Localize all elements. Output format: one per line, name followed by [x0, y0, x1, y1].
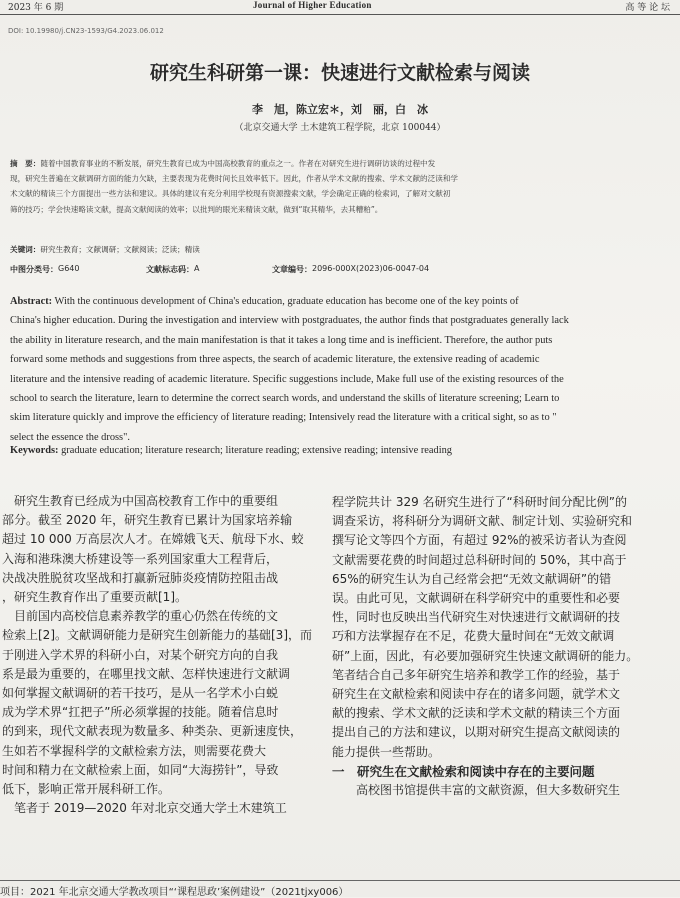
body-line: 入海和港珠澳大桥建设等一系列国家重大工程背后，	[2, 551, 279, 566]
en-keywords-label: Keywords:	[10, 445, 59, 456]
body-line: 部分。截至 2020 年，研究生教育已累计为国家培养输	[2, 513, 293, 528]
body-line: 时间和精力在文献检索上面，如同“大海捞针”，导致	[2, 762, 279, 777]
en-abstract-line: select the essence the dross".	[10, 431, 130, 443]
body-line: 的到来，现代文献表现为数量多、种类杂、更新速度快，	[2, 724, 303, 739]
zh-abstract-line: 现，研究生普遍在文献调研方面的能力欠缺，主要表现为花费时间长且效率低下。因此，作者从学术文献的搜索、学术文献的泛读和学	[10, 174, 459, 184]
article-title: 研究生科研第一课：快速进行文献检索与阅读	[149, 62, 530, 84]
body-line: 系是最为重要的，在哪里找文献、怎样快速进行文献调	[2, 666, 291, 681]
body-line: 程学院共计 329 名研究生进行了“科研时间分配比例”的	[332, 495, 627, 509]
doi: DOI: 10.19980/j.CN23-1593/G4.2023.06.012	[8, 27, 164, 35]
body-line: 献的搜索、学术文献的泛读和学术文献的精读三个方面	[332, 706, 621, 721]
body-line: 检索上[2]。文献调研能力是研究生创新能力的基础[3]，而	[2, 628, 312, 643]
body-line: 提出自己的方法和建议，以期对研究生提高文献阅读的	[332, 725, 621, 740]
english-keywords	[10, 445, 452, 456]
affiliation: （北京交通大学 土木建筑工程学院，北京 100044）	[234, 123, 446, 133]
body-line: 能力提供一些帮助。	[332, 744, 441, 759]
body-line: 如何掌握文献调研的若干技巧，是从一名学术小白蜕	[2, 686, 279, 701]
article-number: 文章编号： 2096-000X(2023)06-0047-04	[272, 264, 430, 274]
chinese-abstract	[10, 156, 670, 217]
zh-abstract-line: 术文献的精读三个方面提出一些方法和建议。具体的建议有充分利用学校现有资源搜索文献，学会确定正确的检索词，了解对文献初	[10, 189, 451, 199]
english-abstract	[10, 292, 672, 447]
body-line: 研”上面，因此，有必要加强研究生快速文献调研的能力。	[332, 648, 639, 663]
document-code: 文献标志码： A	[146, 264, 200, 274]
body-right-column	[332, 493, 674, 800]
en-abstract-line: school to search the literature, learn to determine the correct search words, and understand the skills of literature screening; Learn to	[10, 393, 560, 405]
section-heading: 一 研究生在文献检索和阅读中存在的主要问题	[332, 763, 595, 779]
body-line: 于刚进入学术界的科研小白，对某个研究方向的自我	[2, 647, 279, 662]
en-abstract-line: forward some methods and suggestions from three aspects, the search of academic literature, the extensive reading of academic	[10, 354, 540, 366]
body-line: 成为学术界“扛把子”所必须掌握的技能。随着信息时	[2, 705, 279, 720]
body-line: 低下，影响正常开展科研工作。	[2, 782, 171, 797]
body-line: 高校图书馆提供丰富的文献资源，但大多数研究生	[332, 783, 621, 798]
body-line: 误。由此可见，文献调研在科学研究中的重要性和必要	[332, 591, 621, 606]
en-keywords-text: graduate education; literature research; literature reading; extensive reading; intensive reading	[58, 445, 452, 456]
running-header	[0, 0, 680, 15]
issue-number: 2023 年 6 期	[8, 3, 64, 13]
body-left-column	[2, 492, 320, 818]
en-abstract-line: literature and the intensive reading of academic literature. Specific suggestions include, Make full use of the existing resources of the	[10, 373, 564, 385]
body-line: 目前国内高校信息素养教学的重心仍然在传统的文	[2, 609, 279, 624]
authors: 李 旭，陈立宏＊，刘 丽，白 冰	[252, 103, 428, 116]
body-line: 笔者于 2019—2020 年对北京交通大学土木建筑工	[2, 801, 287, 816]
body-line: 性，同时也反映出当代研究生对快速进行文献调研的技	[332, 610, 621, 625]
zh-abstract-line: 摘 要：随着中国教育事业的不断发展，研究生教育已成为中国高校教育的重点之一。作者在对研究生进行调研访谈的过程中发	[10, 159, 436, 168]
body-line: 生如若不掌握科学的文献检索方法，则需要花费大	[2, 743, 267, 758]
journal-name: Journal of Higher Education	[253, 0, 372, 10]
body-line: 决战决胜脱贫攻坚战和打赢新冠肺炎疫情防控阻击战	[2, 570, 279, 585]
body-line: 文献需要花费的时间超过总科研时间的 50%，其中高于	[332, 552, 627, 567]
en-abstract-line: Abstract: With the continuous development of China's education, graduate education has become one of the key points of	[10, 296, 519, 307]
en-abstract-line: skim literature quickly and improve the efficiency of literature reading; Intensively read the literature with a critical sight, so as to "	[10, 412, 557, 424]
body-line: 笔者结合自己多年研究生培养和教学工作的经验，基于	[332, 667, 621, 682]
en-abstract-line: China's higher education. During the investigation and interview with postgraduates, the author finds that postgraduates generally lack	[10, 315, 569, 327]
body-line: ，研究生教育作出了重要贡献[1]。	[2, 590, 187, 605]
body-line: 研究生在文献检索和阅读中存在的诸多问题，就学术文	[332, 687, 621, 702]
body-line: 调查采访，将科研分为调研文献、制定计划、实验研究和	[332, 514, 633, 529]
section-name: 高 等 论 坛	[625, 3, 670, 13]
clc-number: 中图分类号： G640	[10, 264, 80, 274]
en-abstract-line: the ability in literature research, and the main manifestation is that it takes a long time and is inefficient. Therefore, the author puts	[10, 334, 553, 346]
en-abstract-label: Abstract:	[10, 296, 53, 307]
body-line: 65%的研究生认为自己经常会把“无效文献调研”的错	[332, 571, 612, 586]
chinese-keywords	[10, 244, 200, 255]
body-line: 巧和方法掌握存在不足，花费大量时间在“无效文献调	[332, 629, 615, 644]
zh-abstract-label: 摘 要：	[10, 159, 41, 168]
body-line: 撰写论文等四个方面，有超过 92%的被采访者认为查阅	[332, 533, 627, 548]
zh-keywords-text: 研究生教育；文献调研；文献阅读；泛读；精读	[40, 245, 200, 254]
zh-abstract-line: 筛的技巧；学会快速略读文献，提高文献阅读的效率；以批判的眼光来精读文献，做到“取其精华，去其糟粕”。	[10, 204, 383, 214]
zh-keywords-label: 关键词：	[10, 245, 41, 254]
body-line: 研究生教育已经成为中国高校教育工作中的重要组	[2, 494, 279, 508]
funding-footnote: 项目：2021 年北京交通大学教改项目“‘课程思政’案例建设”（2021tjxy006）	[0, 880, 680, 898]
body-line: 超过 10 000 万高层次人才。在嫦娥飞天、航母下水、蛟	[2, 532, 304, 547]
